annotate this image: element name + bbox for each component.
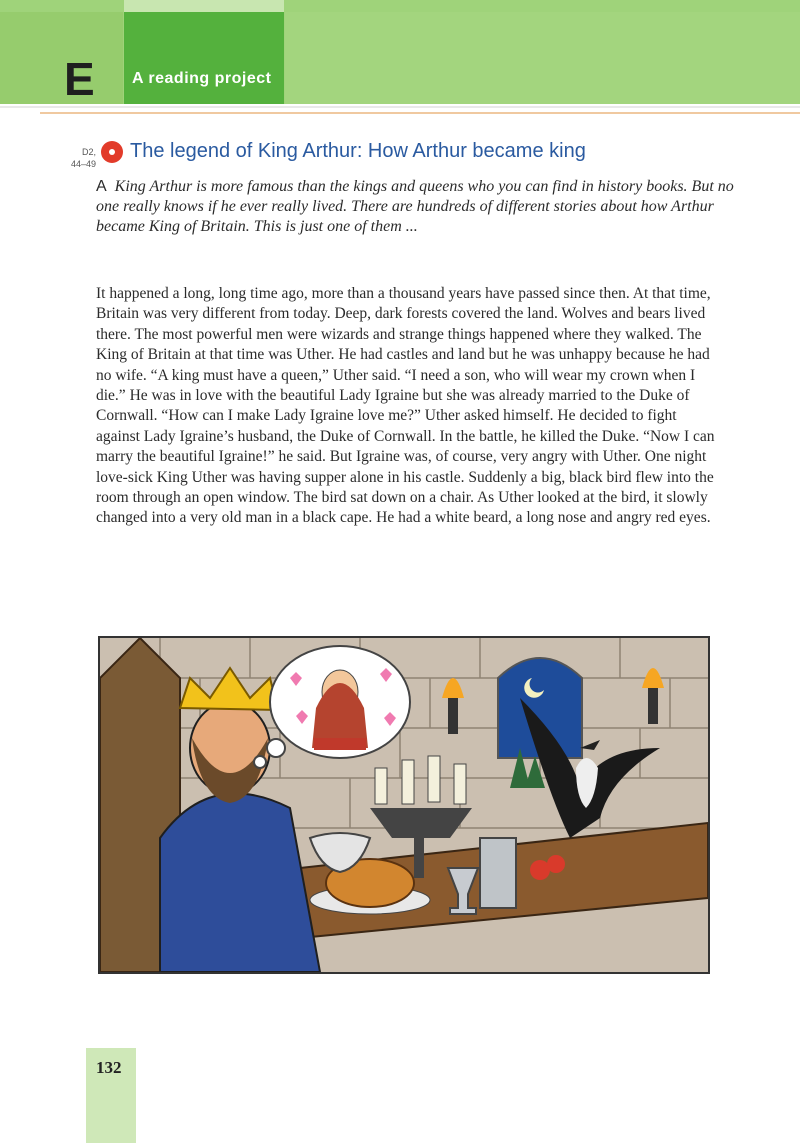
exercise-label: A [96,178,107,195]
header-right-box [285,12,800,104]
section-letter: E [64,53,95,105]
section-letter-box [0,12,123,104]
story-illustration [98,636,710,974]
section-title-box [124,12,284,104]
intro-text: King Arthur is more famous than the kings and queens who you can find in history books. But no one really knows if he ever really lived. There are hundreds of different stories about how Arthur became King of Britain. This is just one of them ... [96,178,734,235]
cd-icon[interactable] [101,141,123,163]
chapter-header-bar [0,0,800,104]
header-divider [0,106,800,108]
track-numbers: 44–49 [70,159,96,169]
cd-label: D2, [81,147,96,157]
jug [480,838,516,908]
illustration-svg [100,638,708,972]
audio-reference [60,146,96,170]
header-top-strip [124,0,284,12]
story-paragraph: It happened a long, long time ago, more than a thousand years have passed since then. At that time, Britain was very different from today. Deep, dark forests covered the land. Wolves and bears lived there. The most powerful men were wizards and strange things happened where they walked. The King of Britain at that time was Uther. He had castles and land but he was unhappy because he had no wife. “A king must have a queen,” Uther said. “I need a son, who will wear my crown when I die.” He was in love with the beautiful Lady Igraine but she was already married to the Duke of Cornwall. “How can I make Lady Igraine love me?” Uther asked himself. He decided to fight against Lady Igraine’s husband, the Duke of Cornwall. In the battle, he killed the Duke. “Now I can marry the beautiful Igraine!” he said. But Igraine was, of course, very angry with Uther. One night love-sick King Uther was having supper alone in his castle. Suddenly a big, black bird flew into the room through an open window. The bird sat down on a chair. As Uther looked at the bird, it slowly changed into a very old man in a black cape. He had a white beard, a long nose and angry red eyes. [96,285,715,527]
page-number: 132 [96,1058,122,1077]
intro-paragraph [96,177,736,237]
heading-rule [40,112,800,114]
page-title: The legend of King Arthur: How Arthur became king [130,140,586,162]
section-title: A reading project [132,70,272,87]
